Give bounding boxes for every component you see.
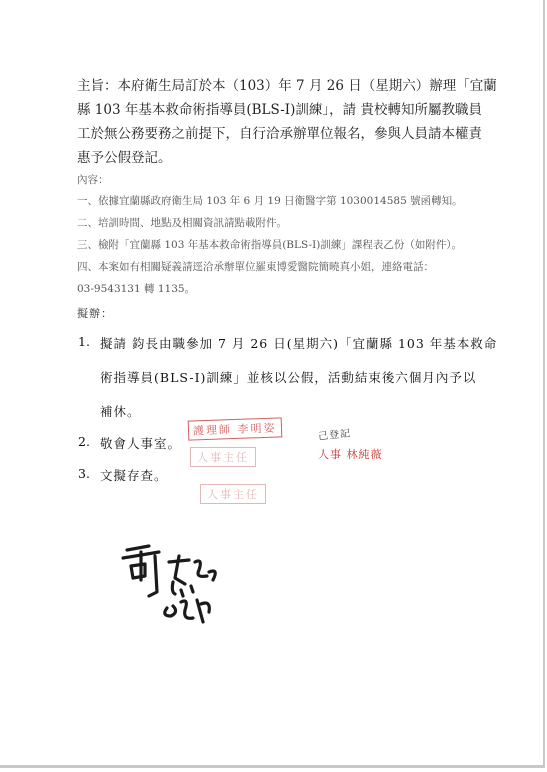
proposal-item-1-line-2: 術指導員(BLS-I)訓練」並核以公假，活動結束後六個月內予以 (100, 370, 477, 385)
content-item-3: 三、檢附「宜蘭縣 103 年基本救命術指導員(BLS-I)訓練」課程表乙份（如附件）。 (77, 239, 463, 251)
content-item-4: 四、本案如有相關疑義請逕洽承辦單位羅東博愛醫院簡曉真小姐，連絡電話： (77, 261, 434, 273)
faded-stamp-2: 人事主任 (200, 484, 266, 504)
proposal-heading: 擬辦： (77, 307, 113, 320)
subject-line-4: 惠予公假登記。 (77, 150, 172, 166)
handwritten-registered-note: 己登記 (317, 428, 352, 443)
subject-line-1: 主旨：本府衛生局訂於本（103）年 7 月 26 日（星期六）辦理「宜蘭 (77, 78, 497, 94)
handwritten-signature (115, 538, 225, 648)
content-heading: 內容： (77, 174, 109, 186)
proposal-item-3-text: 文擬存查。 (100, 468, 168, 483)
content-item-2: 二、培訓時間、地點及相關資訊請點載附件。 (77, 217, 287, 229)
content-item-4-cont: 03-9543131 轉 1135。 (77, 283, 196, 295)
proposal-item-2-number: 2. (78, 434, 90, 449)
proposal-item-1-number: 1. (78, 334, 90, 349)
proposal-item-2-text: 敬會人事室。 (100, 436, 182, 451)
proposal-item-1-line-3: 補休。 (100, 404, 141, 419)
personnel-stamp: 人事 林純薇 (318, 448, 383, 461)
subject-line-2: 縣 103 年基本救命術指導員(BLS-I)訓練」，請 貴校轉知所屬教職員 (77, 102, 482, 118)
faded-stamp-1: 人事主任 (190, 447, 256, 467)
proposal-item-1-line-1: 擬請 鈞長由職參加 7 月 26 日(星期六)「宜蘭縣 103 年基本救命 (100, 336, 498, 351)
subject-line-3: 工於無公務要務之前提下，自行洽承辦單位報名，參與人員請本權責 (77, 126, 482, 142)
proposal-item-3-number: 3. (78, 466, 90, 481)
nurse-name-stamp: 護理師 李明姿 (188, 417, 282, 440)
content-item-1: 一、依據宜蘭縣政府衛生局 103 年 6 月 19 日衛醫字第 1030014585 號函轉知。 (77, 195, 463, 207)
